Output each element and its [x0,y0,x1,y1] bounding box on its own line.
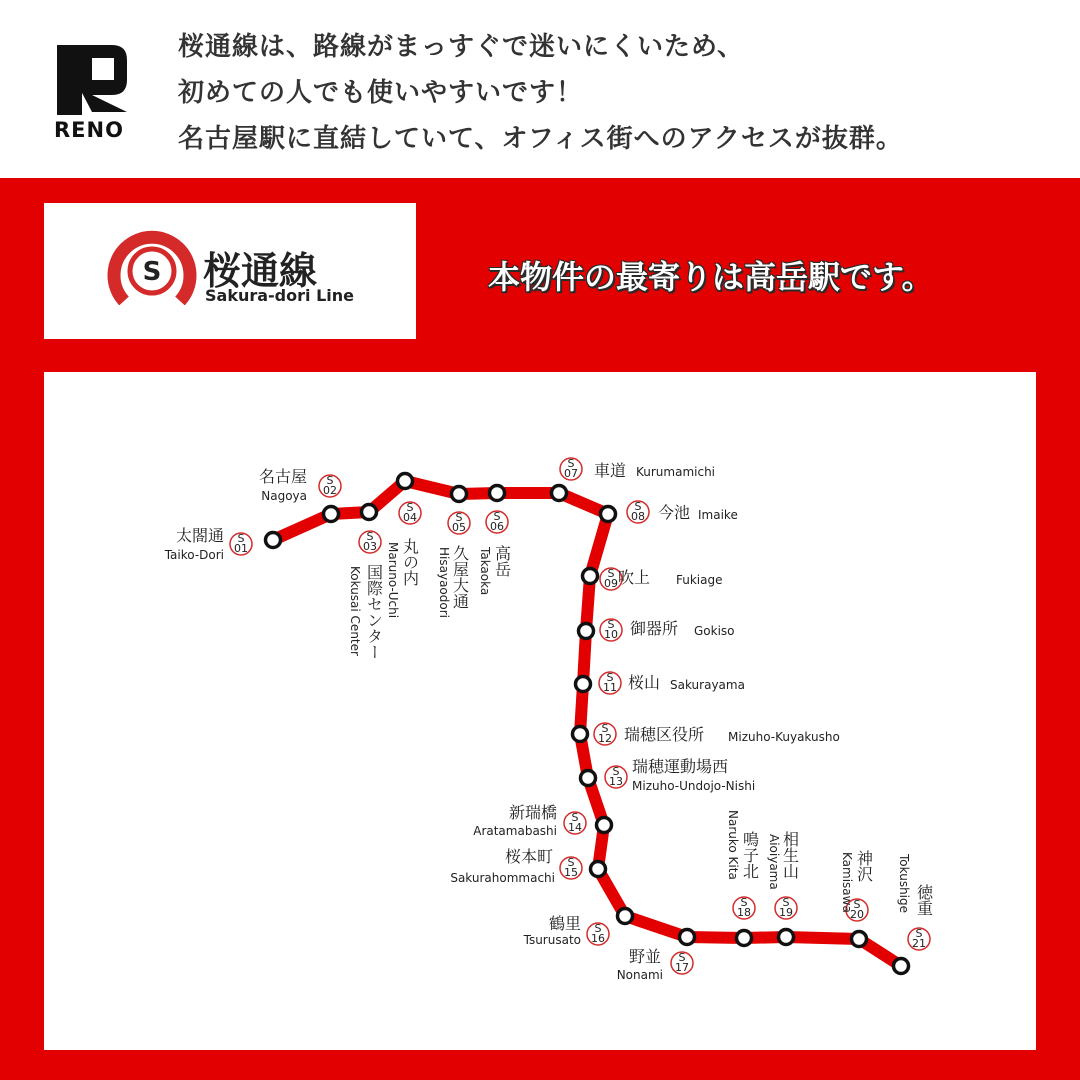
station-code: S [366,530,374,543]
intro-text [178,24,903,162]
station-number: 14 [568,821,582,834]
station-name-ja: 御器所 [630,619,679,638]
station-number: 18 [737,906,751,919]
station-name-en: Imaike [698,508,738,522]
station-name-ja: 鳴子北 [740,831,760,879]
station-name-en: Sakurahommachi [450,871,555,885]
station-number: 04 [403,511,417,524]
station-number: 19 [779,906,793,919]
station-name-en: Aratamabashi [473,824,557,838]
station-name-en: Mizuho-Undojo-Nishi [632,779,756,793]
station-name-ja: 国際センター [364,564,384,660]
station-name-en: Kokusai Center [348,566,362,656]
station-code: S [634,500,642,513]
route-line [273,481,901,966]
station-code: S [853,898,861,911]
station-number: 05 [452,521,466,534]
station-code: S [455,511,463,524]
station-name-ja: 神沢 [854,850,874,882]
station-name-en: Naruko Kita [726,810,740,880]
station-name-ja: 久屋大通 [450,545,470,609]
station-code: S [567,457,575,470]
station-name-ja: 新瑞橋 [508,803,557,822]
station-number: 13 [609,775,623,788]
station-name-en: Fukiage [676,573,723,587]
station-dot [452,487,467,502]
station-dot [552,486,567,501]
station-dot [601,507,616,522]
station-number: 20 [850,908,864,921]
route-map [44,372,1036,1050]
station-name-ja: 桜本町 [504,847,553,866]
station-name-en: Nagoya [261,489,307,503]
station-name-en: Tsurusato [523,933,581,947]
station-code: S [594,922,602,935]
station-dot [597,818,612,833]
station-dot [779,930,794,945]
station-name-ja: 吹上 [618,568,651,587]
station-number: 21 [912,937,926,950]
station-code: S [571,811,579,824]
intro-line: 初めての人でも使いやすいです！ [178,78,584,108]
station-name-ja: 相生山 [780,831,800,879]
station-code: S [740,896,748,909]
station-code: S [782,896,790,909]
station-dot [894,959,909,974]
intro-line: 桜通線は、路線がまっすぐで迷いにくいため、 [178,32,744,62]
station-name-en: Kurumamichi [636,465,716,479]
station-dot [581,771,596,786]
route-map-svg [44,372,1036,1050]
station-dot [852,932,867,947]
station-name-ja: 鶴里 [548,914,581,933]
station-dot [362,505,377,520]
station-code: S [493,510,501,523]
station-code: S [601,722,609,735]
station-name-en: Kamisawa [840,852,854,913]
station-dot [576,677,591,692]
station-name-ja: 太閤通 [175,526,224,545]
header [0,0,1080,178]
station-name-en: Hisayaodori [437,547,451,618]
station-name-ja: 高岳 [492,545,512,577]
station-name-ja: 名古屋 [258,467,307,486]
station-code: S [606,671,614,684]
station-name-ja: 瑞穂区役所 [624,725,705,744]
station-number: 15 [564,866,578,879]
station-name-en: Maruno-Uchi [386,542,400,619]
station-code: S [406,501,414,514]
station-number: 08 [631,510,645,523]
station-dot [680,930,695,945]
station-dot [490,486,505,501]
station-name-en: Mizuho-Kuyakusho [728,730,840,744]
station-number: 12 [598,732,612,745]
station-name-ja: 瑞穂運動場西 [632,757,729,776]
line-name-ja: 桜通線 [203,249,318,293]
station-name-en: Aioiyama [767,834,781,890]
station-number: 02 [323,484,337,497]
station-dot [324,507,339,522]
station-code: S [678,951,686,964]
station-code: S [612,765,620,778]
station-number: 03 [363,540,377,553]
station-code: S [915,927,923,940]
station-name-en: Tokushige [897,854,911,914]
station-dot [266,533,281,548]
station-name-en: Taiko-Dori [164,548,224,562]
station-code: S [237,532,245,545]
station-name-en: Takaoka [478,547,492,596]
station-number: 10 [604,628,618,641]
station-name-en: Sakurayama [670,678,745,692]
station-name-ja: 桜山 [628,673,661,692]
station-dot [579,624,594,639]
station-number: 11 [603,681,617,694]
brand-name: RENO [54,118,124,142]
station-dot [737,931,752,946]
station-code: S [567,856,575,869]
station-dot [573,727,588,742]
station-name-ja: 野並 [628,947,661,966]
station-name-ja: 車道 [594,461,627,480]
station-dot [591,862,606,877]
station-dot [583,569,598,584]
headline: 本物件の最寄りは高岳駅です。 [488,258,934,296]
line-symbol-icon [102,221,202,321]
station-number: 06 [490,520,504,533]
station-dot [618,909,633,924]
station-name-ja: 今池 [658,503,691,522]
station-code: S [607,567,615,580]
station-code: S [607,618,615,631]
station-dot [398,474,413,489]
station-name-ja: 徳重 [914,884,934,916]
station-number: 01 [234,542,248,555]
station-number: 09 [604,577,618,590]
intro-line: 名古屋駅に直結していて、オフィス街へのアクセスが抜群。 [178,124,903,154]
station-name-ja: 丸の内 [400,538,420,586]
station-number: 16 [591,932,605,945]
station-code: S [326,474,334,487]
station-name-en: Gokiso [694,624,735,638]
station-number: 07 [564,467,578,480]
station-number: 17 [675,961,689,974]
svg-text:S: S [142,257,162,287]
line-name-en: Sakura-dori Line [205,286,354,305]
station-name-en: Nonami [616,968,663,982]
